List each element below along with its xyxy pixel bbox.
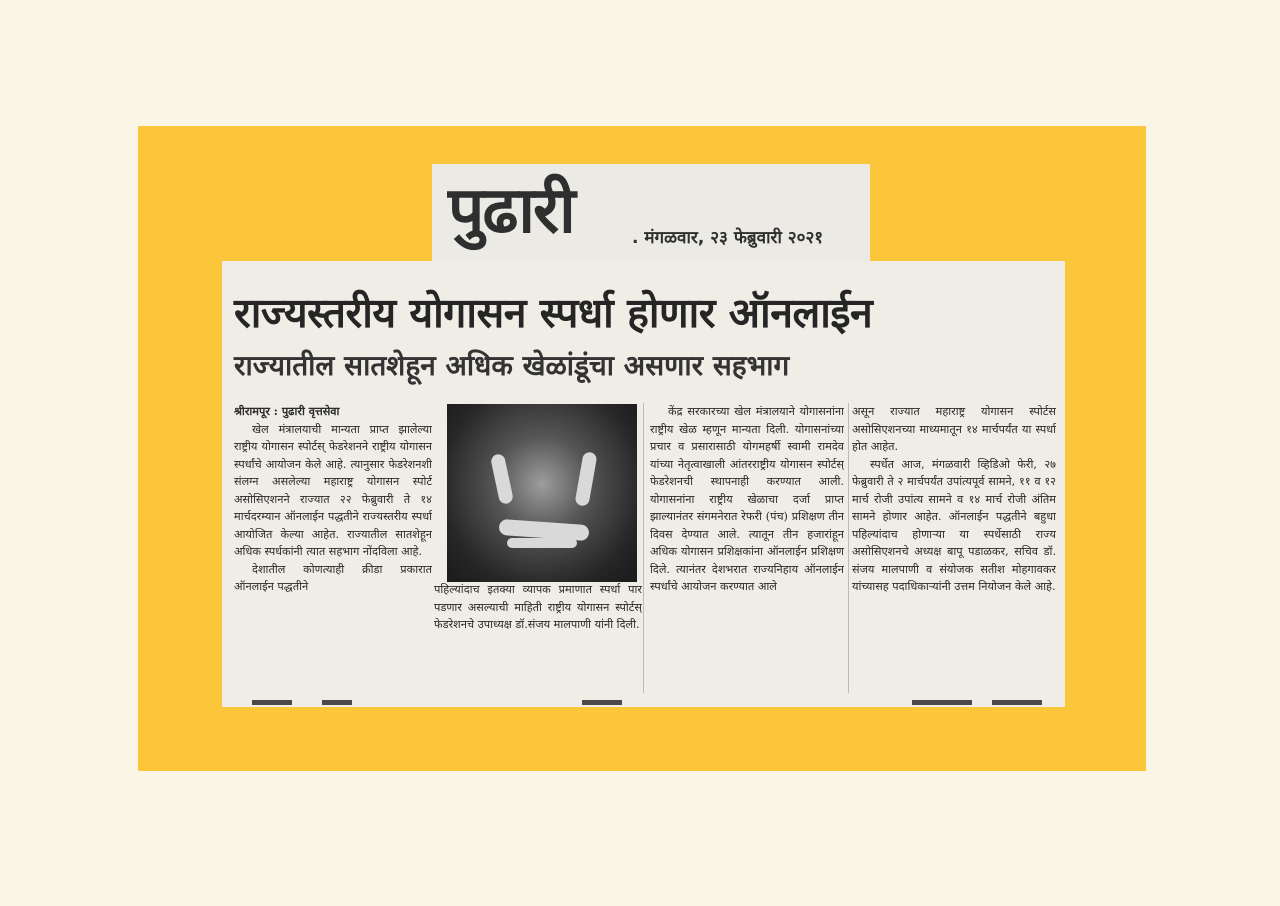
- footer-mark: [252, 700, 292, 705]
- footer-mark: [912, 700, 972, 705]
- yoga-photo: [447, 404, 637, 582]
- column-4-paragraph-1: असून राज्यात महाराष्ट्र योगासन स्पोर्टस असोसिएशनच्या माध्यमातून १४ मार्चपर्यंत या स्पर्धा होत आहेत.: [852, 405, 1056, 453]
- article-column-4: [852, 403, 1056, 695]
- article-headline: राज्यस्तरीय योगासन स्पर्धा होणार ऑनलाईन: [234, 289, 873, 337]
- article-column-2: [434, 581, 642, 701]
- column-2-paragraph-1: पहिल्यांदाच इतक्या व्यापक प्रमाणात स्पर्धा पार पडणार असल्याची माहिती राष्ट्रीय योगासन स्पोर्टस् फेडरेशनचे उपाध्यक्ष डॉ.संजय मालपाणी यांनी दिली.: [434, 583, 642, 631]
- column-divider: [848, 403, 849, 693]
- column-3-paragraph-1: केंद्र सरकारच्या खेल मंत्रालयाने योगासनांना राष्ट्रीय खेळ म्हणून मान्यता दिली. योगासनांच्या प्रचार व प्रसारासाठी योगमहर्षी स्वामी रामदेव यांच्या नेतृत्वाखाली आंतरराष्ट्रीय योगासन स्पोर्टस् फेडरेशनची स्थापनाही करण्यात आली. योगासनांना राष्ट्रीय खेळाचा दर्जा प्राप्त झाल्यानंतर संगमनेरात रेफरी (पंच) प्रशिक्षण तीन दिवस देण्यात आले. त्यातून तीन हजारांहून अधिक योगासन प्रशिक्षकांना ऑनलाईन प्रशिक्षण दिले. त्यानंतर देशभरात राज्यनिहाय ऑनलाईन स्पर्धांचे आयोजन करण्यात आले: [650, 405, 844, 593]
- photo-figure: [574, 451, 597, 507]
- newspaper-logo: पुढारी: [448, 174, 574, 248]
- article-byline: श्रीरामपूर : पुढारी वृत्तसेवा: [234, 404, 340, 418]
- column-1-paragraph-2: देशातील कोणत्याही क्रीडा प्रकारात ऑनलाईन पद्धतीने: [234, 562, 432, 593]
- footer-mark: [322, 700, 352, 705]
- footer-mark: [582, 700, 622, 705]
- photo-figure: [507, 538, 577, 548]
- column-4-paragraph-2: स्पर्धेत आज, मंगळवारी व्हिडिओ फेरी, २७ फेब्रुवारी ते २ मार्चपर्यंत उपांत्यपूर्व सामने, ११ व १२ मार्च रोजी उपांत्य सामने व १४ मार्च रोजी अंतिम सामने होणार आहेत. ऑनलाईन पद्धतीने बहुधा पहिल्यांदाच होणाऱ्या या स्पर्धेसाठी राज्य असोसिएशनचे अध्यक्ष बापू पडाळकर, सचिव डॉ. संजय मालपाणी व संयोजक सतीश मोहगावकर यांच्यासह पदाधिकाऱ्यांनी उत्तम नियोजन केले आहे.: [852, 457, 1056, 593]
- article-column-1: [234, 403, 432, 695]
- column-1-paragraph-1: खेल मंत्रालयाची मान्यता प्राप्त झालेल्या राष्ट्रीय योगासन स्पोर्टस् फेडरेशनने राष्ट्रीय योगासन स्पर्धांचे आयोजन केले आहे. त्यानुसार फेडरेशनशी संलग्न असलेल्या महाराष्ट्र योगासन स्पोर्ट असोसिएशनने राज्यात २२ फेब्रुवारी ते १४ मार्चदरम्यान ऑनलाईन पद्धतीने राज्यस्तरीय स्पर्धा आयोजित केल्या आहेत. राज्यातील सातशेहून अधिक स्पर्धकांनी त्यात सहभाग नोंदविला आहे.: [234, 422, 432, 558]
- article-column-3: [650, 403, 844, 695]
- publication-date: . मंगळवार, २३ फेब्रुवारी २०२१: [632, 228, 824, 248]
- newspaper-masthead: [432, 164, 870, 261]
- column-divider: [643, 403, 644, 693]
- footer-mark: [992, 700, 1042, 705]
- photo-figure: [490, 453, 514, 505]
- newspaper-clipping: [222, 261, 1065, 707]
- article-subheadline: राज्यातील सातशेहून अधिक खेळांडूंचा असणार सहभाग: [234, 349, 790, 382]
